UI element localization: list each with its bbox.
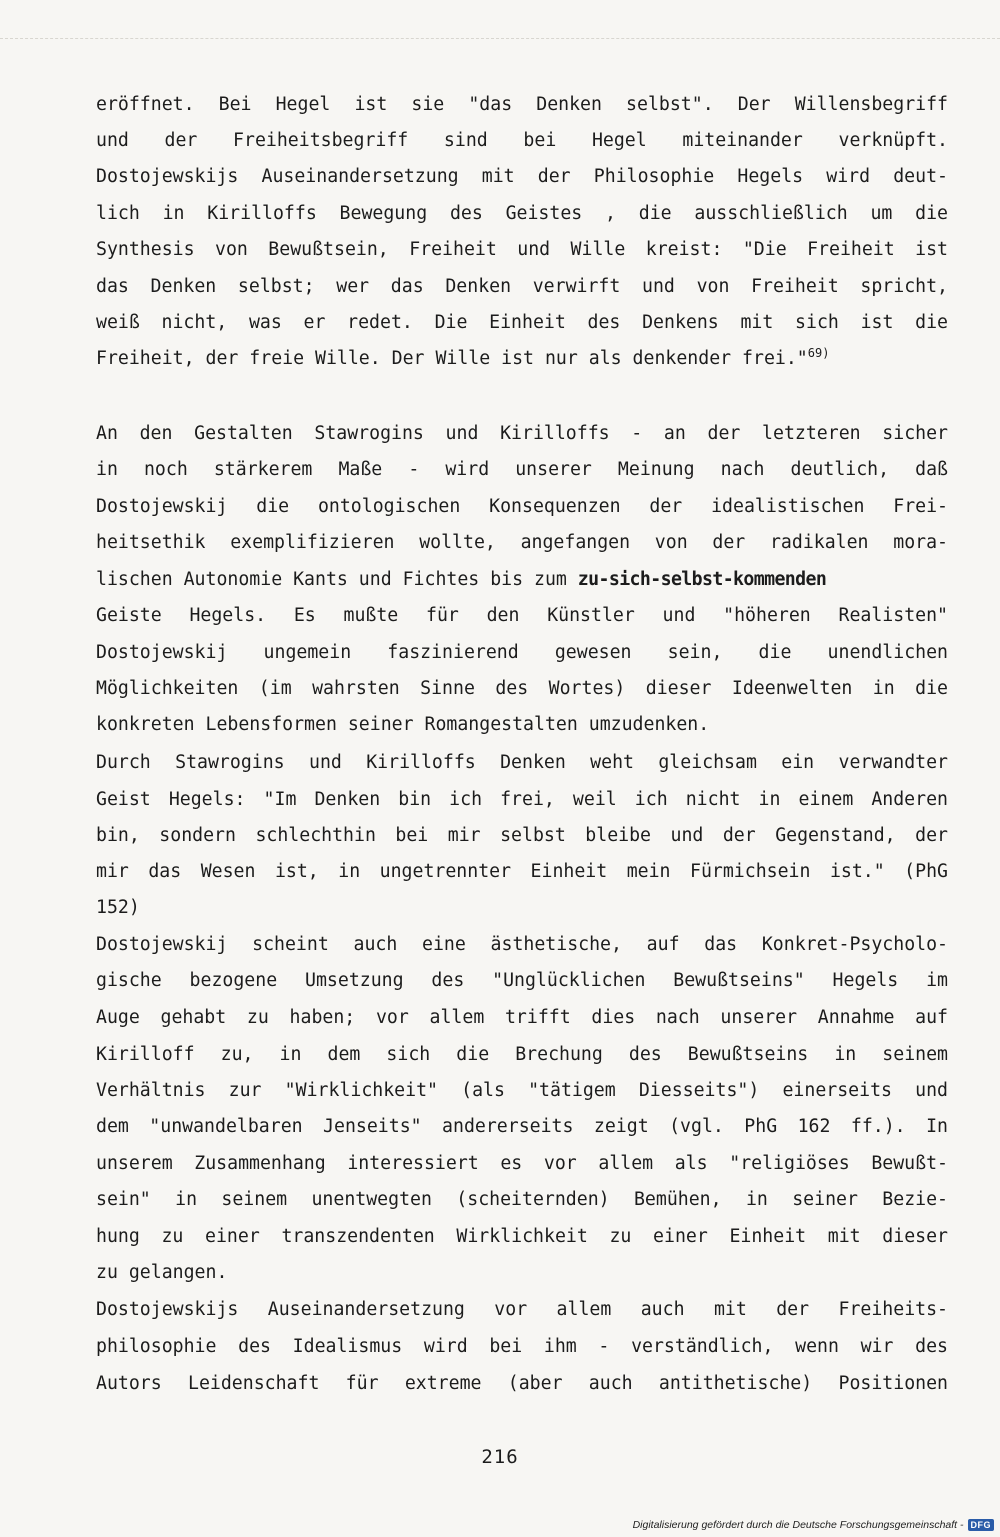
text-line: Auge gehabt zu haben; vor allem trifft dies nach unserer Annahme auf [96, 1007, 948, 1028]
text-line: Synthesis von Bewußtsein, Freiheit und Wille kreist: "Die Freiheit ist [96, 239, 948, 260]
text-line: Dostojewskijs Auseinandersetzung vor allem auch mit der Freiheits- [96, 1299, 948, 1320]
footnote-marker: 69) [807, 346, 830, 360]
scan-edge-rule [0, 38, 1000, 39]
text-line: Dostojewskij die ontologischen Konsequenzen der idealistischen Frei- [96, 496, 948, 517]
text-line: dem "unwandelbaren Jenseits" andererseits zeigt (vgl. PhG 162 ff.). In [96, 1116, 948, 1137]
text-line: weiß nicht, was er redet. Die Einheit des Denkens mit sich ist die [96, 312, 948, 333]
footer-credit [633, 1519, 994, 1531]
text-line: Dostojewskij ungemein faszinierend gewesen sein, die unendlichen [96, 642, 948, 663]
text-line: Dostojewskijs Auseinandersetzung mit der Philosophie Hegels wird deut- [96, 166, 948, 187]
text-line [96, 346, 948, 372]
text-line: konkreten Lebensformen seiner Romangestalten umzudenken. [96, 714, 710, 735]
text-line-content: lischen Autonomie Kants und Fichtes bis zum [96, 569, 578, 590]
text-line: philosophie des Idealismus wird bei ihm - verständlich, wenn wir des [96, 1336, 948, 1357]
text-line [96, 567, 948, 593]
text-line: sein" in seinem unentwegten (scheiternden) Bemühen, in seiner Bezie- [96, 1189, 948, 1210]
text-line: Geist Hegels: "Im Denken bin ich frei, weil ich nicht in einem Anderen [96, 789, 948, 810]
text-line: An den Gestalten Stawrogins und Kirilloffs - an der letzteren sicher [96, 423, 948, 444]
text-line: eröffnet. Bei Hegel ist sie "das Denken selbst". Der Willensbegriff [96, 94, 948, 115]
dfg-logo: DFG [968, 1519, 995, 1531]
text-line: mir das Wesen ist, in ungetrennter Einheit mein Fürmichsein ist." (PhG [96, 861, 948, 882]
text-line: Dostojewskij scheint auch eine ästhetische, auf das Konkret-Psycholo- [96, 934, 948, 955]
text-line: das Denken selbst; wer das Denken verwirft und von Freiheit spricht, [96, 276, 948, 297]
emphasized-phrase: zu-sich-selbst-kommenden [577, 569, 827, 590]
text-line: Verhältnis zur "Wirklichkeit" (als "tätigem Diesseits") einerseits und [96, 1080, 948, 1101]
text-line: in noch stärkerem Maße - wird unserer Meinung nach deutlich, daß [96, 459, 948, 480]
text-line: 152) [96, 897, 140, 918]
text-line: hung zu einer transzendenten Wirklichkeit zu einer Einheit mit dieser [96, 1226, 948, 1247]
footer-text: Digitalisierung gefördert durch die Deutsche Forschungsgemeinschaft - [632, 1519, 964, 1531]
text-line: Geiste Hegels. Es mußte für den Künstler und "höheren Realisten" [96, 605, 948, 626]
text-line: unserem Zusammenhang interessiert es vor allem als "religiöses Bewußt- [96, 1153, 948, 1174]
text-line: lich in Kirilloffs Bewegung des Geistes , die ausschließlich um die [96, 203, 948, 224]
page-number: 216 [481, 1446, 519, 1468]
text-line: gische bezogene Umsetzung des "Unglücklichen Bewußtseins" Hegels im [96, 970, 948, 991]
text-line: zu gelangen. [96, 1262, 228, 1283]
text-line: Kirilloff zu, in dem sich die Brechung des Bewußtseins in seinem [96, 1044, 948, 1065]
text-line: Möglichkeiten (im wahrsten Sinne des Wortes) dieser Ideenwelten in die [96, 678, 948, 699]
text-line-content: Freiheit, der freie Wille. Der Wille ist nur als denkender frei." [96, 348, 808, 369]
text-line: Durch Stawrogins und Kirilloffs Denken weht gleichsam ein verwandter [96, 752, 948, 773]
text-line: und der Freiheitsbegriff sind bei Hegel miteinander verknüpft. [96, 130, 948, 151]
text-line: bin, sondern schlechthin bei mir selbst bleibe und der Gegenstand, der [96, 825, 948, 846]
text-line: Autors Leidenschaft für extreme (aber auch antithetische) Positionen [96, 1373, 948, 1394]
text-line: heitsethik exemplifizieren wollte, angefangen von der radikalen mora- [96, 532, 948, 553]
